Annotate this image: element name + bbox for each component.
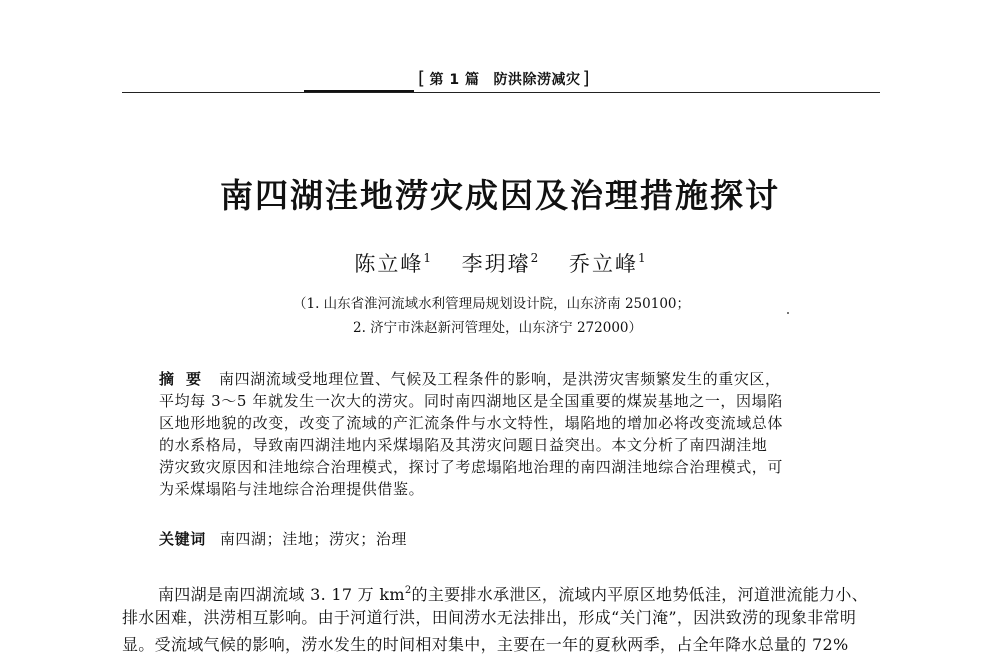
keywords-label: 关键词 bbox=[159, 530, 206, 548]
body-text-segment: 南四湖是南四湖流域 3. 17 万 km bbox=[158, 585, 405, 604]
header-part-label: 第 1 篇 bbox=[429, 72, 480, 88]
abstract bbox=[159, 368, 859, 500]
author-affil-mark: 2 bbox=[530, 251, 539, 265]
keywords bbox=[159, 528, 407, 549]
author-affil-mark: 1 bbox=[638, 251, 646, 265]
running-header bbox=[418, 66, 590, 92]
header-rule bbox=[122, 92, 880, 93]
abstract-line: 为采煤塌陷与洼地综合治理提供借鉴。 bbox=[159, 480, 425, 498]
body-line: 排水困难，洪涝相互影响。由于河道行洪，田间涝水无法排出，形成“关门淹”，因洪致涝的现象非常明 bbox=[122, 608, 857, 627]
author-2 bbox=[462, 248, 539, 278]
author-name: 乔立峰 bbox=[569, 252, 638, 276]
abstract-text: 南四湖流域受地理位置、气候及工程条件的影响，是洪涝灾害频繁发生的重灾区， bbox=[219, 370, 781, 388]
abstract-line bbox=[159, 368, 859, 390]
body-line: 显。受流域气候的影响，涝水发生的时间相对集中，主要在一年的夏秋两季，占全年降水总量的 72% bbox=[122, 635, 849, 654]
abstract-line: 涝灾致灾原因和洼地综合治理模式，探讨了考虑塌陷地治理的南四湖洼地综合治理模式，可 bbox=[159, 458, 784, 476]
affiliation-2: 2. 济宁市洙赵新河管理处，山东济宁 272000） bbox=[353, 320, 642, 336]
superscript: 2 bbox=[404, 585, 412, 596]
author-name: 陈立峰 bbox=[354, 252, 424, 276]
abstract-line: 平均每 3～5 年就发生一次大的涝灾。同时南四湖地区是全国重要的煤炭基地之一，因塌陷 bbox=[159, 392, 783, 410]
author-3 bbox=[569, 248, 646, 278]
header-bracket-left: [ bbox=[418, 68, 426, 89]
body-text-segment: 的主要排水承泄区，流域内平原区地势低洼，河道泄流能力小、 bbox=[411, 585, 868, 604]
affiliation-1: （1. 山东省淮河流域水利管理局规划设计院，山东济南 250100； bbox=[293, 296, 690, 312]
scan-speck bbox=[787, 312, 789, 314]
paper-title: 南四湖洼地涝灾成因及治理措施探讨 bbox=[220, 176, 780, 215]
abstract-line: 区地形地貌的改变，改变了流域的产汇流条件与水文特性，塌陷地的增加必将改变流域总体 bbox=[159, 414, 784, 432]
author-1 bbox=[354, 248, 431, 278]
abstract-line: 的水系格局，导致南四湖洼地内采煤塌陷及其涝灾问题日益突出。本文分析了南四湖洼地 bbox=[159, 436, 768, 454]
keywords-text: 南四湖；洼地；涝灾；治理 bbox=[219, 530, 408, 548]
abstract-label: 摘要 bbox=[159, 370, 214, 388]
body-text bbox=[122, 577, 882, 658]
author-list bbox=[0, 248, 1000, 278]
body-line bbox=[122, 577, 882, 604]
author-name: 李玥璿 bbox=[461, 252, 531, 276]
author-affil-mark: 1 bbox=[423, 251, 431, 265]
header-bracket-right: ] bbox=[582, 68, 591, 89]
header-section-title: 防洪除涝减灾 bbox=[493, 72, 581, 88]
